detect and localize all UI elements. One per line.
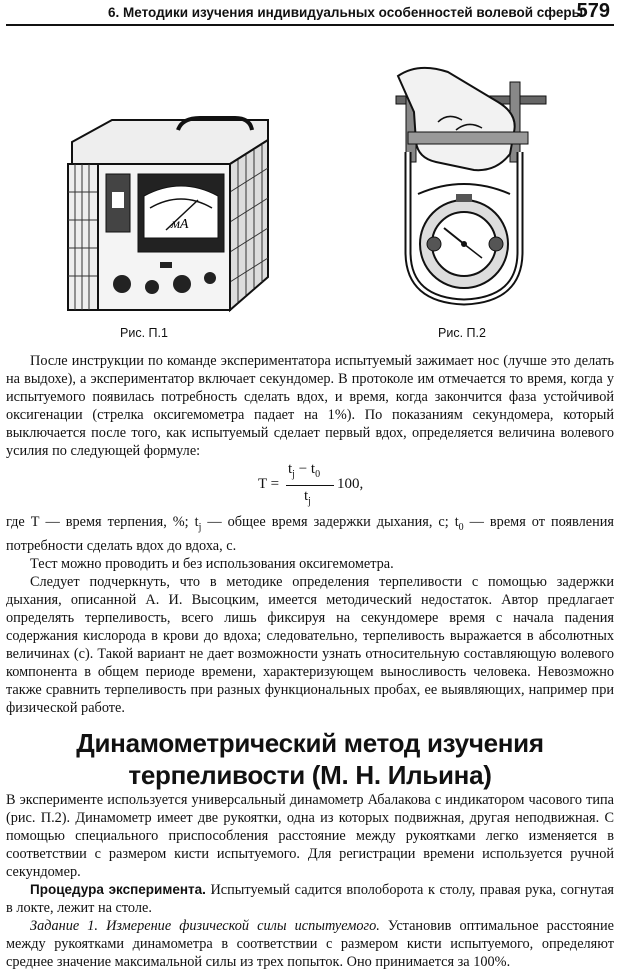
paragraph-7 xyxy=(6,917,614,971)
paragraph-2-a: где Т — время терпения, %; t xyxy=(6,514,199,530)
numerator-minus-t: − t xyxy=(294,461,316,477)
paragraph-2-sub-j: j xyxy=(198,521,202,533)
figure-2-caption: Рис. П.2 xyxy=(438,326,486,340)
paragraph-2-sub-0: 0 xyxy=(458,521,464,533)
formula xyxy=(258,461,378,511)
figure-dynamometer xyxy=(378,62,553,322)
numerator-sub-j: j xyxy=(292,469,295,480)
section-heading-line-1: Динамометрический метод изучения xyxy=(76,728,544,758)
formula-denominator xyxy=(304,488,311,507)
fraction-bar xyxy=(286,485,334,486)
running-header xyxy=(6,2,614,26)
running-title: 6. Методики изучения индивидуальных особенностей волевой сферы xyxy=(108,5,584,20)
paragraph-2-b: — общее время задержки дыхания, с; t xyxy=(201,514,459,530)
paragraph-6-rest: Испытуемый садится вполоборота к столу, правая рука, согнутая в локте, лежит на столе. xyxy=(6,882,614,916)
formula-tail: 100, xyxy=(337,476,364,492)
paragraph-3: Тест можно проводить и без использования оксигемометра. xyxy=(30,555,394,572)
section-heading-line-2: терпеливости (М. Н. Ильина) xyxy=(128,760,492,790)
figure-1-caption: Рис. П.1 xyxy=(120,326,168,340)
paragraph-1: После инструкции по команде экспериментатора испытуемый зажимает нос (лучше это делать на выдохе), а экспериментатор включает секундомер. В протоколе им отмечается то время, когда у испытуемого появилась потребность сделать вдох, и время, когда закончится фаза устойчивой оксигенации (стрелка оксигемометра падает на 1%). По показаниям секундомера, который выключается после того, как испытуемый сделает первый вдох, определяется величина волевого усилия по следующей формуле: xyxy=(6,353,614,459)
page-number: 579 xyxy=(576,0,610,22)
paragraph-5: В эксперименте используется универсальный динамометр Абалакова с индикатором часового типа (рис. П.2). Динамометр имеет две рукоятки, одна из которых подвижная, другая неподвижная. С помощью специального приспособления расстояние между рукоятками легко изменяется в соответствии с размером кисти испытуемого. Для регистрации времени используется ручной секундомер. xyxy=(6,792,614,880)
paragraph-2-c: — время от появления потребности сделать вдох до вдоха, с. xyxy=(6,514,614,554)
paragraph-block-2 xyxy=(6,513,614,717)
denominator-t: t xyxy=(304,488,309,504)
meter-label: мА xyxy=(171,217,189,232)
numerator-t: t xyxy=(288,461,293,477)
section-heading xyxy=(6,727,614,791)
paragraph-procedure xyxy=(6,352,614,460)
section-body xyxy=(6,791,614,971)
paragraph-6 xyxy=(6,881,614,917)
formula-lhs: T = xyxy=(258,476,280,492)
procedure-lead: Процедура эксперимента. xyxy=(30,882,206,897)
denominator-sub-j: j xyxy=(308,496,311,507)
numerator-sub-0: 0 xyxy=(315,469,321,480)
task-1-lead: Задание 1. Измерение физической силы испытуемого. xyxy=(30,918,380,934)
paragraph-7-rest: Установив оптимальное расстояние между рукоятками динамометра в соответствии с размером кисти испытуемого, определяют среднее значение максимальной силы из трех попыток. Оно принимается за 100%. xyxy=(6,918,614,970)
formula-numerator xyxy=(288,461,320,480)
paragraph-2 xyxy=(6,513,614,555)
figure-milliammeter xyxy=(60,112,275,317)
paragraph-4: Следует подчеркнуть, что в методике определения терпеливости с помощью задержки дыхания, описанной А. И. Высоцким, имеется методический недостаток. Автор предлагает определять терпеливость, всего лишь фиксируя на секундомере время с начала падения содержания кислорода в крови до вдоха; следовательно, терпеливость выражается в абсолютных величинах (с). Такой вариант не дает возможности узнать относительную составляющую волевого компонента в общем периоде времени, характеризующем выносливость человека. Невозможно также сравнить терпеливость при разных функциональных пробах, ее выявляющих, например при физической работе. xyxy=(6,573,614,716)
